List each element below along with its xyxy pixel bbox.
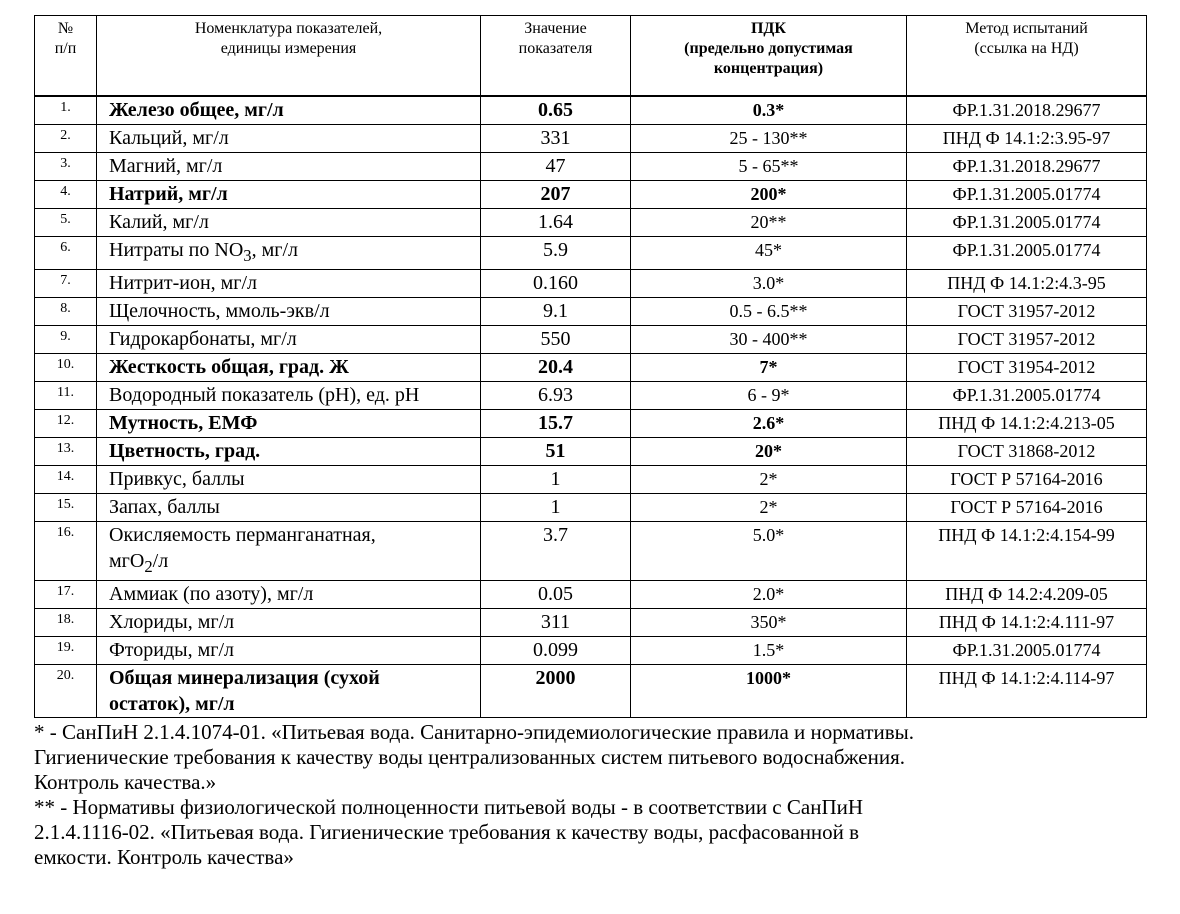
indicator-value: 550 [481, 326, 631, 354]
test-method: ГОСТ 31868-2012 [907, 438, 1147, 466]
pdk-limit: 20** [631, 209, 907, 237]
indicator-name: Щелочность, ммоль-экв/л [97, 298, 481, 326]
table-body [35, 96, 1147, 718]
footnotes [34, 720, 1146, 870]
indicator-value: 1.64 [481, 209, 631, 237]
table-row [35, 209, 1147, 237]
indicator-value: 0.160 [481, 270, 631, 298]
pdk-limit: 20* [631, 438, 907, 466]
document-page [34, 15, 1146, 870]
row-number: 2. [35, 125, 97, 153]
pdk-limit: 2* [631, 466, 907, 494]
table-row [35, 382, 1147, 410]
pdk-limit: 200* [631, 181, 907, 209]
row-number: 3. [35, 153, 97, 181]
indicator-name: Цветность, град. [97, 438, 481, 466]
test-method: ГОСТ Р 57164-2016 [907, 494, 1147, 522]
row-number: 16. [35, 522, 97, 581]
table-row [35, 326, 1147, 354]
header-value: Значение показателя [481, 16, 631, 97]
table-row [35, 494, 1147, 522]
row-number: 7. [35, 270, 97, 298]
indicator-name: Водородный показатель (pH), ед. pH [97, 382, 481, 410]
table-row [35, 637, 1147, 665]
indicator-name: Натрий, мг/л [97, 181, 481, 209]
indicator-name: Мутность, ЕМФ [97, 410, 481, 438]
test-method: ПНД Ф 14.2:4.209-05 [907, 581, 1147, 609]
row-number: 14. [35, 466, 97, 494]
row-number: 6. [35, 237, 97, 270]
pdk-limit: 2.6* [631, 410, 907, 438]
table-row [35, 153, 1147, 181]
water-analysis-table [34, 15, 1147, 718]
row-number: 18. [35, 609, 97, 637]
row-number: 9. [35, 326, 97, 354]
row-number: 8. [35, 298, 97, 326]
indicator-name: Фториды, мг/л [97, 637, 481, 665]
test-method: ПНД Ф 14.1:2:4.154-99 [907, 522, 1147, 581]
row-number: 12. [35, 410, 97, 438]
header-num: № п/п [35, 16, 97, 97]
pdk-limit: 350* [631, 609, 907, 637]
pdk-limit: 0.3* [631, 96, 907, 125]
indicator-name: Запах, баллы [97, 494, 481, 522]
row-number: 19. [35, 637, 97, 665]
test-method: ПНД Ф 14.1:2:4.114-97 [907, 665, 1147, 718]
table-row [35, 354, 1147, 382]
test-method: ФР.1.31.2005.01774 [907, 637, 1147, 665]
test-method: ГОСТ 31954-2012 [907, 354, 1147, 382]
table-row [35, 665, 1147, 718]
pdk-limit: 0.5 - 6.5** [631, 298, 907, 326]
table-row [35, 522, 1147, 581]
indicator-value: 0.099 [481, 637, 631, 665]
test-method: ФР.1.31.2018.29677 [907, 153, 1147, 181]
row-number: 20. [35, 665, 97, 718]
indicator-value: 2000 [481, 665, 631, 718]
indicator-value: 1 [481, 494, 631, 522]
test-method: ФР.1.31.2005.01774 [907, 209, 1147, 237]
row-number: 5. [35, 209, 97, 237]
pdk-limit: 45* [631, 237, 907, 270]
indicator-name: Железо общее, мг/л [97, 96, 481, 125]
table-header-row [35, 16, 1147, 97]
table-row [35, 410, 1147, 438]
test-method: ФР.1.31.2005.01774 [907, 181, 1147, 209]
row-number: 1. [35, 96, 97, 125]
indicator-name: Нитраты по $NO_3$, мг/л [97, 237, 481, 270]
indicator-name: Общая минерализация (сухой остаток), мг/л [97, 665, 481, 718]
footnote-double-star: ** - Нормативы физиологической полноценности питьевой воды - в соответствии с СанПиН 2.1.4.1116-02. «Питьевая вода. Гигиенические требования к качеству воды, расфасованной в емкости. Контроль качества» [34, 795, 864, 869]
indicator-value: 51 [481, 438, 631, 466]
table-row [35, 438, 1147, 466]
indicator-value: 331 [481, 125, 631, 153]
test-method: ПНД Ф 14.1:2:4.3-95 [907, 270, 1147, 298]
table-row [35, 298, 1147, 326]
row-number: 15. [35, 494, 97, 522]
indicator-value: 207 [481, 181, 631, 209]
indicator-value: 15.7 [481, 410, 631, 438]
indicator-name: Магний, мг/л [97, 153, 481, 181]
row-number: 11. [35, 382, 97, 410]
test-method: ФР.1.31.2005.01774 [907, 382, 1147, 410]
header-name: Номенклатура показателей, единицы измерения [97, 16, 481, 97]
pdk-limit: 5.0* [631, 522, 907, 581]
pdk-limit: 6 - 9* [631, 382, 907, 410]
header-method: Метод испытаний (ссылка на НД) [907, 16, 1147, 97]
table-row [35, 125, 1147, 153]
pdk-limit: 7* [631, 354, 907, 382]
test-method: ПНД Ф 14.1:2:3.95-97 [907, 125, 1147, 153]
indicator-name: Нитрит-ион, мг/л [97, 270, 481, 298]
indicator-value: 9.1 [481, 298, 631, 326]
indicator-name: Аммиак (по азоту), мг/л [97, 581, 481, 609]
pdk-limit: 2* [631, 494, 907, 522]
indicator-value: 3.7 [481, 522, 631, 581]
indicator-value: 0.65 [481, 96, 631, 125]
test-method: ПНД Ф 14.1:2:4.213-05 [907, 410, 1147, 438]
indicator-name: Окисляемость перманганатная, мгО$_2$/л [97, 522, 481, 581]
pdk-limit: 5 - 65** [631, 153, 907, 181]
indicator-value: 0.05 [481, 581, 631, 609]
test-method: ПНД Ф 14.1:2:4.111-97 [907, 609, 1147, 637]
indicator-value: 47 [481, 153, 631, 181]
test-method: ГОСТ 31957-2012 [907, 326, 1147, 354]
indicator-value: 311 [481, 609, 631, 637]
table-row [35, 581, 1147, 609]
pdk-limit: 25 - 130** [631, 125, 907, 153]
indicator-name: Кальций, мг/л [97, 125, 481, 153]
pdk-limit: 1.5* [631, 637, 907, 665]
test-method: ФР.1.31.2018.29677 [907, 96, 1147, 125]
indicator-value: 6.93 [481, 382, 631, 410]
header-pdk: ПДК (предельно допустимая концентрация) [631, 16, 907, 97]
indicator-name: Привкус, баллы [97, 466, 481, 494]
indicator-name: Гидрокарбонаты, мг/л [97, 326, 481, 354]
indicator-value: 1 [481, 466, 631, 494]
test-method: ГОСТ 31957-2012 [907, 298, 1147, 326]
row-number: 4. [35, 181, 97, 209]
table-row [35, 270, 1147, 298]
row-number: 13. [35, 438, 97, 466]
table-row [35, 237, 1147, 270]
pdk-limit: 3.0* [631, 270, 907, 298]
indicator-name: Жесткость общая, град. Ж [97, 354, 481, 382]
table-row [35, 96, 1147, 125]
indicator-value: 20.4 [481, 354, 631, 382]
indicator-name: Хлориды, мг/л [97, 609, 481, 637]
pdk-limit: 2.0* [631, 581, 907, 609]
table-row [35, 609, 1147, 637]
indicator-value: 5.9 [481, 237, 631, 270]
footnote-single-star: * - СанПиН 2.1.4.1074-01. «Питьевая вода. Санитарно-эпидемиологические правила и нормативы. Гигиенические требования к качеству воды централизованных систем питьевого водоснабжения. Контроль качества.» [34, 720, 915, 794]
indicator-name: Калий, мг/л [97, 209, 481, 237]
test-method: ГОСТ Р 57164-2016 [907, 466, 1147, 494]
table-row [35, 181, 1147, 209]
test-method: ФР.1.31.2005.01774 [907, 237, 1147, 270]
row-number: 17. [35, 581, 97, 609]
pdk-limit: 30 - 400** [631, 326, 907, 354]
row-number: 10. [35, 354, 97, 382]
table-row [35, 466, 1147, 494]
pdk-limit: 1000* [631, 665, 907, 718]
